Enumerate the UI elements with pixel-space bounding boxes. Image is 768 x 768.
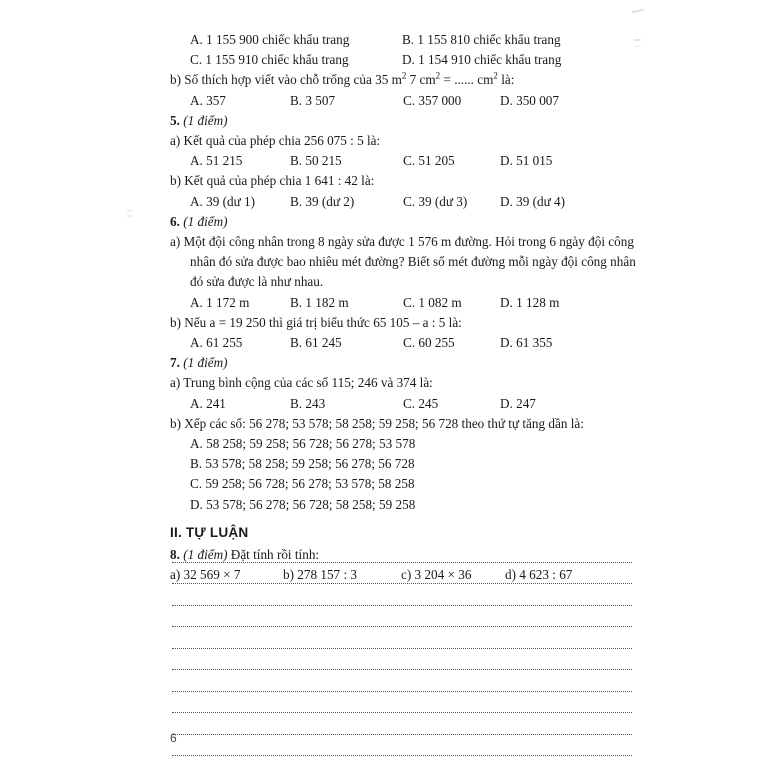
question6a-option-d: D. 1 128 m [500,294,560,310]
scan-artifact-left-1 [127,209,132,212]
question8-item-a: a) 32 569 × 7 [170,566,241,582]
question7a-option-c: C. 245 [403,395,439,411]
question7-number: 7. [170,355,180,371]
answer-line [172,649,632,671]
question8-points: (1 điểm) [183,546,228,562]
answer-line [172,713,632,735]
question4-sup-1: 2 [401,70,407,81]
question7b-option-a: A. 58 258; 59 258; 56 728; 56 278; 53 578 [190,435,416,451]
question6b-option-b: B. 61 245 [290,334,342,350]
question7b-option-c: C. 59 258; 56 728; 56 278; 53 578; 58 258 [190,476,415,492]
question4-answers-row-2 [170,50,636,70]
question4-option-c: C. 1 155 910 chiếc khẩu trang [190,52,349,68]
question7a-option-b: B. 243 [290,395,326,411]
answer-line [172,670,632,692]
question4b-option-a: A. 357 [190,92,226,108]
question5-part-b-prompt: b) Kết quả của phép chia 1 641 : 42 là: [170,173,375,189]
question7b-option-d: D. 53 578; 56 278; 56 728; 58 258; 59 258 [190,496,416,512]
question4-option-a: A. 1 155 900 chiếc khẩu trang [190,32,350,47]
answer-line [172,692,632,714]
question5-part-a-prompt: a) Kết quả của phép chia 256 075 : 5 là: [170,132,381,148]
answer-line [172,606,632,628]
question4b-option-d: D. 350 007 [500,92,559,108]
question5-number: 5. [170,112,180,128]
question5a-option-d: D. 51 015 [500,153,553,169]
answer-line [172,541,632,563]
question5a-option-c: C. 51 205 [403,153,455,169]
question6b-option-a: A. 61 255 [190,334,243,350]
question6a-option-a: A. 1 172 m [190,294,250,310]
question6-number: 6. [170,213,180,229]
question5-points: (1 điểm) [183,112,228,128]
question5a-option-b: B. 50 215 [290,153,342,169]
question4-part-b-text-pre: b) Số thích hợp viết vào chỗ trống của 35 m [170,72,402,88]
scan-artifact-right-1 [632,9,644,14]
question6-points: (1 điểm) [183,213,228,229]
question6-part-b-prompt: b) Nếu a = 19 250 thì giá trị biểu thức 65 105 – a : 5 là: [170,314,462,330]
question6-part-a-answers [170,293,636,313]
question4b-option-b: B. 3 507 [290,92,336,108]
page-number: 6 [170,731,177,745]
question6a-option-b: B. 1 182 m [290,294,349,310]
question4-part-b-text-mid: 7 cm [406,72,436,88]
question6-part-b-answers [170,333,636,353]
question4b-option-c: C. 357 000 [403,92,462,108]
question4-sup-3: 2 [493,70,498,81]
question4-option-b: B. 1 155 810 chiếc khẩu trang [402,32,561,47]
question7a-option-d: D. 247 [500,395,536,411]
question4-part-b-prompt [170,70,636,90]
question8-item-b: b) 278 157 : 3 [283,566,357,582]
question5-part-a-answers [170,151,636,171]
scan-artifact-left-2 [127,215,131,217]
question5b-option-c: C. 39 (dư 3) [403,193,468,209]
question7b-option-b: B. 53 578; 58 258; 59 258; 56 278; 56 728 [190,456,415,472]
page-content [170,30,636,585]
question7-header [170,353,636,373]
question5b-option-d: D. 39 (dư 4) [500,193,566,209]
question5-part-b-answers [170,192,636,212]
question4-part-b-text-post: = ...... cm [440,72,494,88]
answer-lines-area [172,541,632,756]
question6-header [170,212,636,232]
question5b-option-a: A. 39 (dư 1) [190,193,256,209]
question6b-option-d: D. 61 355 [500,334,553,350]
question7-part-b-prompt: b) Xếp các số: 56 278; 53 578; 58 258; 59 258; 56 728 theo thứ tự tăng dần là: [170,415,584,431]
question7a-option-a: A. 241 [190,395,226,411]
question4-answers-row-1 [170,30,636,50]
question8-item-d: d) 4 623 : 67 [505,566,573,582]
question8-prompt: Đặt tính rồi tính: [230,546,320,562]
question7-part-a-prompt: a) Trung bình cộng của các số 115; 246 và 374 là: [170,375,433,391]
question8-item-c: c) 3 204 × 36 [401,566,472,582]
answer-line [172,584,632,606]
answer-line [172,627,632,649]
question4-option-d: D. 1 154 910 chiếc khẩu trang [402,52,562,68]
question7-points: (1 điểm) [183,355,228,371]
question8-number: 8. [170,546,180,562]
question4-part-b-text-end: là: [497,72,515,88]
section-2-heading: II. TỰ LUẬN [170,524,249,540]
question7-part-a-answers [170,394,636,414]
question6-part-a-prompt: a) Một đội công nhân trong 8 ngày sửa được 1 576 m đường. Hỏi trong 6 ngày đội công nhân đó sửa được bao nhiêu mét đường? Biết số mét đường mỗi ngày đội công nhân đó sửa được là như nhau. [170,233,636,290]
question6b-option-c: C. 60 255 [403,334,455,350]
answer-line [172,563,632,585]
question4-part-b-answers [170,91,636,111]
question5-header [170,111,636,131]
question5b-option-b: B. 39 (dư 2) [290,193,355,209]
question6a-option-c: C. 1 082 m [403,294,462,310]
question4-sup-2: 2 [435,70,441,81]
answer-line [172,735,632,757]
question5a-option-a: A. 51 215 [190,153,243,169]
